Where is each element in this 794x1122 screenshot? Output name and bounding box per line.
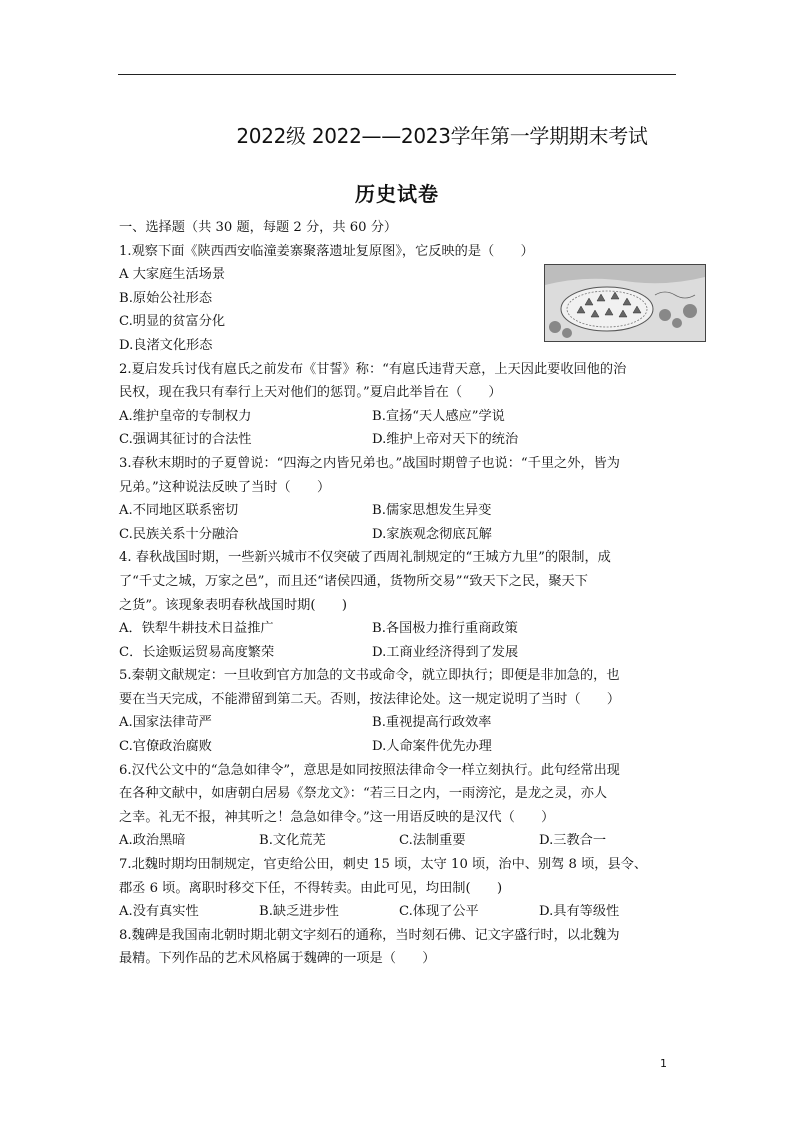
question-2-options-row-1 xyxy=(119,405,679,429)
question-area xyxy=(119,216,679,971)
question-4-option-c: C．长途贩运贸易高度繁荣 xyxy=(119,644,275,660)
question-3-options-row-2 xyxy=(119,523,679,547)
question-5-stem-line-2: 要在当天完成，不能滞留到第二天。否则，按法律论处。这一规定说明了当时（ ） xyxy=(119,691,621,707)
question-7-option-a: A.没有真实性 xyxy=(119,904,199,920)
question-5-options-row-1 xyxy=(119,711,679,735)
question-3-stem-line-1: 3.春秋末期时的子夏曾说：“四海之内皆兄弟也。”战国时期曾子也说：“千里之外，皆为 xyxy=(119,455,620,471)
question-7-option-c: C.体现了公平 xyxy=(399,904,479,920)
question-5-option-a: A.国家法律苛严 xyxy=(119,715,212,731)
question-2-option-a: A.维护皇帝的专制权力 xyxy=(119,408,252,424)
question-3-options-row-1 xyxy=(119,499,679,523)
question-5-option-c: C.官僚政治腐败 xyxy=(119,739,212,755)
question-2-option-c: C.强调其征讨的合法性 xyxy=(119,432,252,448)
section-heading: 一、选择题（共 30 题，每题 2 分，共 60 分） xyxy=(119,220,398,235)
question-2-stem-line-2: 民权，现在我只有奉行上天对他们的惩罚。”夏启此举旨在（ ） xyxy=(119,385,502,401)
question-4-options-row-1 xyxy=(119,617,679,641)
question-7-option-d: D.具有等级性 xyxy=(539,904,620,920)
question-8-stem-line-2: 最精。下列作品的艺术风格属于魏碑的一项是（ ） xyxy=(119,951,436,967)
question-2-option-b: B.宣扬“天人感应”学说 xyxy=(372,408,505,424)
question-6-stem-line-1: 6.汉代公文中的“急急如律令”，意思是如同按照法律命令一样立刻执行。此句经常出现 xyxy=(119,762,620,778)
question-1-option-c: C.明显的贫富分化 xyxy=(119,314,226,330)
exam-subtitle: 历史试卷 xyxy=(355,182,439,206)
question-4-stem-line-2: 了“千丈之城，万家之邑”，而且还“诸侯四通，货物所交易”“致天下之民，聚天下 xyxy=(119,573,588,589)
question-6-option-a: A.政治黑暗 xyxy=(119,833,186,849)
question-1-option-b: B.原始公社形态 xyxy=(119,290,213,306)
question-5-option-b: B.重视提高行政效率 xyxy=(372,715,492,731)
question-7-options-row xyxy=(119,900,679,924)
question-6-option-b: B.文化荒芜 xyxy=(259,833,326,849)
exam-title: 2022级 2022——2023学年第一学期期末考试 xyxy=(236,124,648,148)
question-6-options-row xyxy=(119,829,679,853)
question-6-option-c: C.法制重要 xyxy=(399,833,466,849)
question-2-options-row-2 xyxy=(119,428,679,452)
question-3-option-d: D.家族观念彻底瓦解 xyxy=(372,526,492,542)
question-6-option-d: D.三教合一 xyxy=(539,833,607,849)
question-6-stem-line-2: 在各种文献中，如唐朝白居易《祭龙文》：“若三日之内，一雨滂沱，是龙之灵，亦人 xyxy=(119,786,608,802)
question-3-option-a: A.不同地区联系密切 xyxy=(119,503,239,519)
question-1-option-a: A 大家庭生活场景 xyxy=(119,267,226,283)
page-number: 1 xyxy=(660,1057,667,1070)
question-4-stem-line-1: 4. 春秋战国时期，一些新兴城市不仅突破了西周礼制规定的“王城方九里”的限制，成 xyxy=(119,550,611,566)
question-5-option-d: D.人命案件优先办理 xyxy=(372,739,492,755)
question-7-stem-line-2: 郡丞 6 顷。离职时移交下任，不得转卖。由此可见，均田制( ) xyxy=(119,880,503,896)
question-2-option-d: D.维护上帝对天下的统治 xyxy=(372,432,519,448)
question-8-stem-line-1: 8.魏碑是我国南北朝时期北朝文字刻石的通称，当时刻石佛、记文字盛行时，以北魏为 xyxy=(119,927,620,943)
question-2-stem-line-1: 2.夏启发兵讨伐有扈氏之前发布《甘誓》称：“有扈氏违背天意，上天因此要收回他的治 xyxy=(119,361,627,377)
question-4-stem-line-3: 之货”。该现象表明春秋战国时期( ) xyxy=(119,597,348,613)
header-rule xyxy=(118,74,676,75)
question-3-stem-line-2: 兄弟。”这种说法反映了当时（ ） xyxy=(119,479,331,495)
question-5-stem-line-1: 5.秦朝文献规定：一旦收到官方加急的文书或命令，就立即执行；即便是非加急的，也 xyxy=(119,668,620,684)
question-7-option-b: B.缺乏进步性 xyxy=(259,904,339,920)
question-4-options-row-2 xyxy=(119,641,679,665)
question-4-option-a: A．铁犁牛耕技术日益推广 xyxy=(119,621,274,637)
question-3-option-c: C.民族关系十分融洽 xyxy=(119,526,239,542)
question-3-option-b: B.儒家思想发生异变 xyxy=(372,503,492,519)
question-1-option-d: D.良渚文化形态 xyxy=(119,337,213,353)
question-4-option-d: D.工商业经济得到了发展 xyxy=(372,644,519,660)
question-4-option-b: B.各国极力推行重商政策 xyxy=(372,621,518,637)
question-7-stem-line-1: 7.北魏时期均田制规定，官吏给公田，刺史 15 顷，太守 10 顷，治中、别驾 8 顷，县令、 xyxy=(119,857,648,873)
question-1-stem: 1.观察下面《陕西西安临潼姜寨聚落遗址复原图》，它反映的是（ ） xyxy=(119,243,534,259)
question-5-options-row-2 xyxy=(119,735,679,759)
question-6-stem-line-3: 之幸。礼无不报，神其听之！急急如律令。”这一用语反映的是汉代（ ） xyxy=(119,809,555,825)
